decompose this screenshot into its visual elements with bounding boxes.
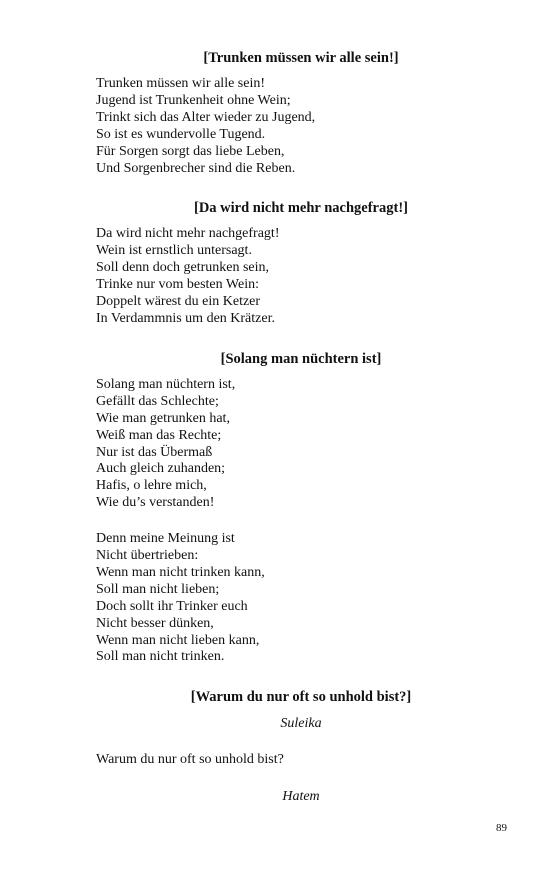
verse-line: Soll man nicht trinken.	[96, 649, 225, 665]
verse-line: Soll man nicht lieben;	[96, 581, 220, 597]
verse-line: Gefällt das Schlechte;	[96, 393, 219, 409]
verse-line: In Verdammnis um den Krätzer.	[96, 310, 275, 326]
verse-line: Nicht besser dünken,	[96, 615, 214, 631]
verse-line: Für Sorgen sorgt das liebe Leben,	[96, 143, 285, 159]
stanza	[96, 226, 506, 327]
speaker-name: Hatem	[282, 789, 320, 805]
spacer	[96, 666, 506, 688]
verse-line: Wenn man nicht trinken kann,	[96, 564, 265, 580]
verse-line: Trinkt sich das Alter wieder zu Jugend,	[96, 109, 316, 125]
spacer	[96, 177, 506, 199]
verse-line: Soll denn doch getrunken sein,	[96, 260, 270, 276]
verse-line: Trinke nur vom besten Wein:	[96, 277, 259, 293]
poem-title: [Solang man nüchtern ist]	[220, 350, 382, 367]
poem	[96, 688, 506, 806]
spacer	[96, 769, 506, 788]
spacer	[96, 328, 506, 350]
verse-line: Doch sollt ihr Trinker euch	[96, 598, 248, 614]
poem	[96, 199, 506, 327]
stanza	[96, 531, 506, 666]
speaker-name: Suleika	[280, 716, 322, 732]
verse-line: So ist es wundervolle Tugend.	[96, 126, 266, 142]
verse-line: Hafis, o lehre mich,	[96, 478, 207, 494]
verse-line: Wenn man nicht lieben kann,	[96, 632, 260, 648]
verse-line: Doppelt wärest du ein Ketzer	[96, 294, 261, 310]
verse-line: Wie man getrunken hat,	[96, 410, 230, 426]
verse-line: Trunken müssen wir alle sein!	[96, 76, 266, 91]
poem	[96, 350, 506, 667]
stanza	[96, 377, 506, 512]
verse-line: Nicht übertrieben:	[96, 548, 199, 564]
verse-line: Da wird nicht mehr nachgefragt!	[96, 226, 280, 242]
verse-line: Wie du’s verstanden!	[96, 495, 215, 511]
spacer	[96, 512, 506, 531]
verse-line: Auch gleich zuhanden;	[96, 461, 226, 477]
page-content	[96, 49, 506, 806]
poem-title: [Da wird nicht mehr nachgefragt!]	[194, 200, 408, 217]
verse-line: Jugend ist Trunkenheit ohne Wein;	[96, 92, 291, 108]
poem-title: [Warum du nur oft so unhold bist?]	[190, 689, 412, 706]
page-number: 89	[496, 822, 507, 834]
poem-title: [Trunken müssen wir alle sein!]	[203, 50, 399, 66]
spacer	[96, 733, 506, 752]
verse-line: Solang man nüchtern ist,	[96, 376, 236, 392]
verse-line: Denn meine Meinung ist	[96, 531, 235, 547]
verse-line: Wein ist ernstlich untersagt.	[96, 243, 252, 259]
stanza	[96, 76, 506, 177]
verse-line: Weiß man das Rechte;	[96, 427, 222, 443]
poem	[96, 49, 506, 177]
verse-line: Und Sorgenbrecher sind die Reben.	[96, 160, 296, 176]
verse-line: Nur ist das Übermaß	[96, 444, 213, 460]
verse-line: Warum du nur oft so unhold bist?	[96, 752, 284, 768]
